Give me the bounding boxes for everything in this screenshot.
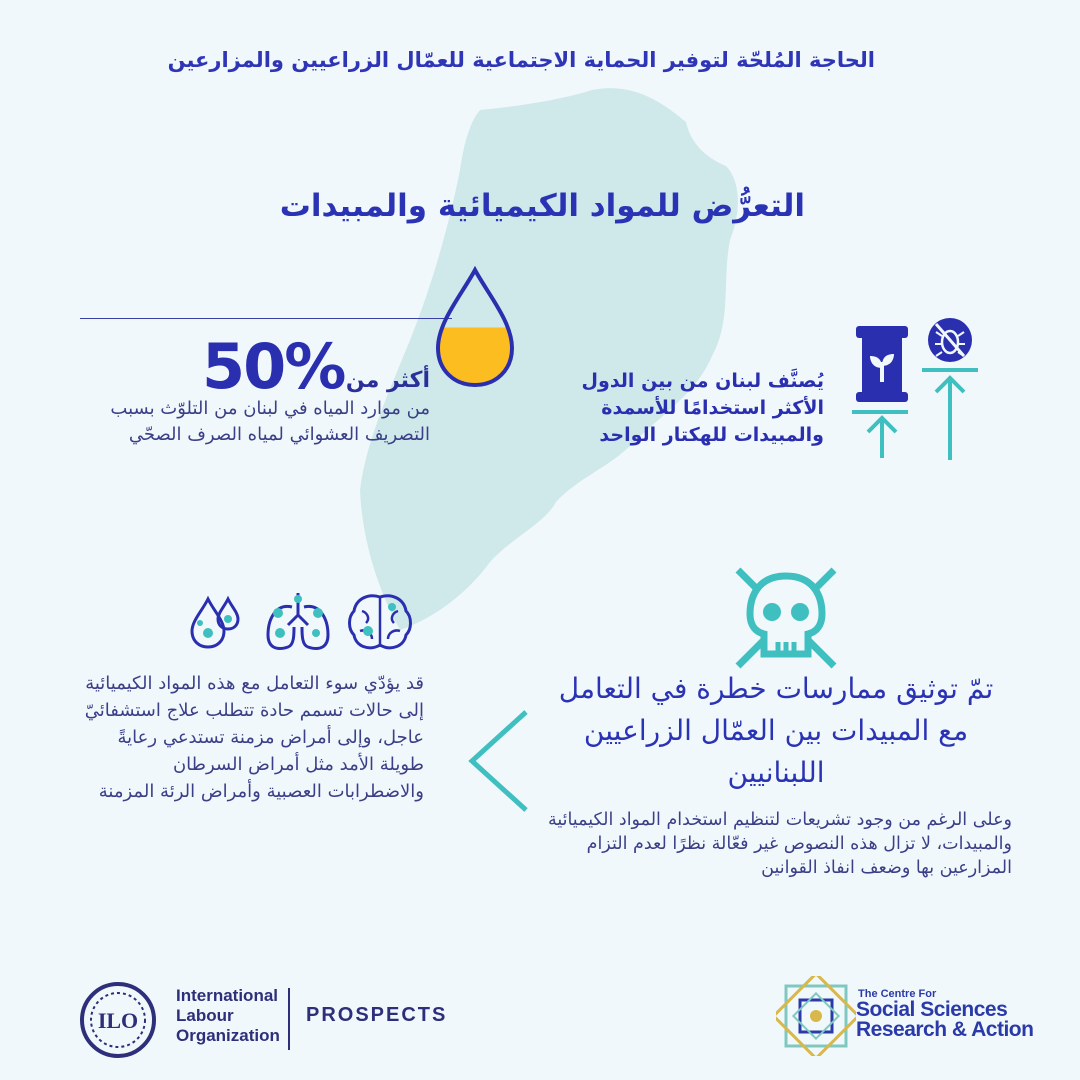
water-drop-fill bbox=[432, 328, 518, 386]
prospects-label: PROSPECTS bbox=[306, 1004, 448, 1026]
lebanon-map-shape bbox=[330, 70, 750, 650]
cssra-pattern-icon bbox=[776, 976, 856, 1056]
ilo-name-line1: International bbox=[176, 986, 279, 1005]
lungs-icon bbox=[268, 593, 328, 649]
cssra-small-label: The Centre For bbox=[858, 988, 937, 1000]
footer-divider bbox=[288, 988, 290, 1050]
arrow-up-icon bbox=[852, 412, 908, 458]
cssra-line2: Research & Action bbox=[856, 1018, 1034, 1041]
ilo-name bbox=[176, 986, 280, 1046]
cssra-name bbox=[856, 1000, 1033, 1040]
stat-description: من موارد المياه في لبنان من التلوّث بسبب التصريف العشوائي لمياه الصرف الصحّي bbox=[110, 398, 430, 445]
section-title: التعرُّض للمواد الكيميائية والمبيدات bbox=[279, 188, 805, 224]
ilo-name-line2: Labour bbox=[176, 1006, 234, 1025]
stat-prefix: أكثر من bbox=[345, 368, 430, 393]
cssra-line1: Social Sciences bbox=[856, 998, 1008, 1021]
health-text: قد يؤدّي سوء التعامل مع هذه المواد الكيميائية إلى حالات تسمم حادة تتطلب علاج استشفائيّ عاجل، وإلى أمراض مزمنة تستدعي رعايةً طويلة الأمد مثل أمراض السرطان والاضطرابات العصبية وأمراض الرئة المزمنة bbox=[84, 673, 424, 802]
fertilizer-bag-icon bbox=[846, 320, 918, 460]
legislation-text: وعلى الرغم من وجود تشريعات لتنظيم استخدام المواد الكيميائية والمبيدات، لا تزال هذه النصوص غير فعّالة نظرًا لعدم التزام المزارعين بها وضعف انفاذ القوانين bbox=[547, 810, 1012, 878]
ranking-text: يُصنَّف لبنان من بين الدول الأكثر استخدامًا للأسمدة والمبيدات للهكتار الواحد bbox=[581, 370, 824, 446]
stat-value: 50% bbox=[202, 330, 345, 403]
chevron-left-icon bbox=[462, 706, 532, 816]
pest-crossed-icon bbox=[918, 312, 982, 462]
ilo-emblem-icon bbox=[78, 980, 158, 1060]
header-title: الحاجة المُلحّة لتوفير الحماية الاجتماعية للعمّال الزراعيين والمزارعين bbox=[167, 48, 875, 72]
water-drop-icon bbox=[432, 264, 518, 390]
practices-title: تمّ توثيق ممارسات خطرة في التعامل مع المبيدات بين العمّال الزراعيين اللبنانيين bbox=[558, 672, 994, 789]
ilo-emblem-text: ILO bbox=[97, 1008, 139, 1033]
skull-crossbones-icon bbox=[730, 562, 842, 674]
contaminated-drops-icon bbox=[192, 599, 238, 647]
health-icons bbox=[186, 585, 416, 657]
ilo-name-line3: Organization bbox=[176, 1026, 280, 1045]
divider-line bbox=[80, 318, 452, 319]
brain-icon bbox=[350, 596, 411, 648]
